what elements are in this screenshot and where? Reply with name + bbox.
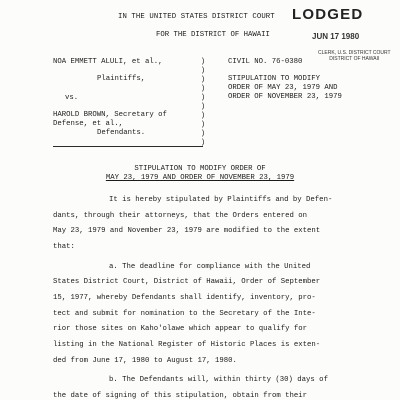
court-title: IN THE UNITED STATES DISTRICT COURT — [118, 13, 275, 21]
document-title-line1: STIPULATION TO MODIFY ORDER OF — [134, 165, 266, 173]
caption-bracket: ) — [200, 121, 206, 129]
body-line: the date of signing of this stipulation, obtain from their — [53, 392, 307, 400]
civil-number: CIVIL NO. 76-0380 — [228, 58, 303, 66]
document-title-line2-text: MAY 23, 1979 AND ORDER OF NOVEMBER 23, 1979 — [105, 174, 295, 182]
caption-bracket: ) — [200, 130, 206, 138]
caption-stipulation-line1: STIPULATION TO MODIFY — [228, 75, 320, 83]
body-line: It is hereby stipulated by Plaintiffs and by Defen- — [109, 196, 333, 204]
body-line: dants, through their attorneys, that the Orders entered on — [53, 211, 307, 220]
body-line: rior those sites on Kaho'olawe which appear to qualify for — [53, 325, 307, 334]
body-line: tect and submit for nomination to the Secretary of the Inte- — [53, 309, 316, 318]
body-line: a. The deadline for compliance with the United — [109, 262, 311, 271]
stamp-clerk — [318, 51, 391, 62]
stamp-clerk-line1: CLERK, U.S. DISTRICT COURT — [318, 50, 391, 56]
caption-bracket: ) — [200, 112, 206, 120]
caption-rule — [53, 146, 203, 147]
caption-bracket: ) — [200, 94, 206, 102]
caption-bracket: ) — [200, 67, 206, 75]
defendants-label: Defendants. — [97, 129, 146, 137]
body-line: listing in the National Register of Historic Places is exten- — [53, 341, 321, 349]
stamp-clerk-line2: DISTRICT OF HAWAII — [329, 55, 380, 62]
caption-bracket: ) — [200, 58, 206, 66]
caption-bracket: ) — [200, 103, 206, 111]
body-line: b. The Defendants will, within thirty (30) days of — [109, 376, 328, 385]
plaintiffs-label: Plaintiffs, — [97, 75, 146, 83]
defendant-line2: Defense, et al., — [53, 120, 124, 128]
versus: vs. — [65, 94, 79, 102]
district-line: FOR THE DISTRICT OF HAWAII — [156, 31, 270, 39]
document-title-line2 — [0, 174, 400, 183]
caption-bracket: ) — [200, 139, 206, 147]
body-line: ded from June 17, 1980 to August 17, 1980. — [53, 356, 237, 365]
plaintiff-name: NOA EMMETT ALULI, et al., — [53, 58, 163, 66]
body-line: 15, 1977, whereby Defendants shall identify, inventory, pro- — [53, 294, 316, 302]
caption-stipulation-line3: ORDER OF NOVEMBER 23, 1979 — [228, 93, 342, 101]
body-line: that: — [53, 243, 75, 251]
body-line: States District Court, District of Hawaii, Order of September — [53, 278, 321, 287]
caption-stipulation-line2: ORDER OF MAY 23, 1979 AND — [228, 84, 338, 92]
caption-bracket: ) — [200, 85, 206, 93]
lodged-stamp: LODGED — [292, 6, 364, 23]
defendant-line1: HAROLD BROWN, Secretary of — [53, 111, 167, 119]
body-line: May 23, 1979 and November 23, 1979 are modified to the extent — [53, 227, 321, 236]
caption-bracket: ) — [200, 76, 206, 84]
stamp-date: JUN 17 1980 — [312, 32, 360, 41]
